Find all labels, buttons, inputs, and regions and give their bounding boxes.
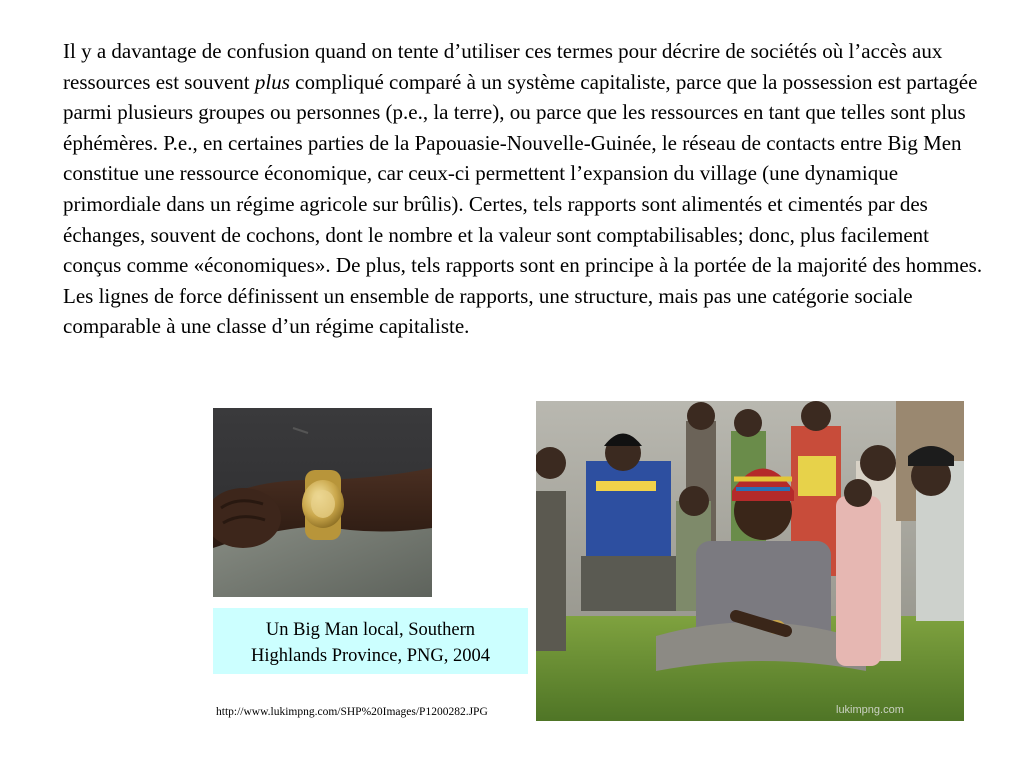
big-man-group-photo: [536, 401, 964, 721]
photo-watermark: lukimpng.com: [836, 704, 904, 716]
source-url: http://www.lukimpng.com/SHP%20Images/P1200282.JPG: [216, 706, 488, 718]
paragraph-text-end: compliqué comparé à un système capitaliste, parce que la possession est partagée parmi plusieurs groupes ou personnes (p.e., la terre), ou parce que les ressources en tant que telles sont plus éphémères. P.e., en certaines parties de la Papouasie-Nouvelle-Guinée, le réseau de contacts entre Big Men constitue une ressource économique, car ceux-ci permettent l’expansion du village (une dynamique primordiale dans un régime agricole sur brûlis). Certes, tels rapports sont alimentés et cimentés par des échanges, souvent de cochons, dont le nombre et la valeur sont comptabilisables; donc, plus facilement conçus comme «économiques». De plus, tels rapports sont en principe à la portée de la majorité des hommes. Les lignes de force définissent un ensemble de rapports, une structure, mais pas une catégorie sociale comparable à une classe d’un régime capitaliste.: [63, 69, 983, 339]
caption-line-1: Un Big Man local, Southern: [265, 620, 476, 640]
photo-caption: [213, 608, 528, 674]
caption-line-2: Highlands Province, PNG, 2004: [251, 646, 490, 666]
body-paragraph: [63, 36, 983, 342]
paragraph-italic-word: plus: [254, 69, 290, 94]
paragraph-text-start: Il y a davantage de confusion quand on tente d’utiliser ces termes pour décrire de sociétés où l’accès aux ressources est souvent: [63, 39, 943, 94]
wristwatch-closeup-photo: [213, 408, 432, 597]
